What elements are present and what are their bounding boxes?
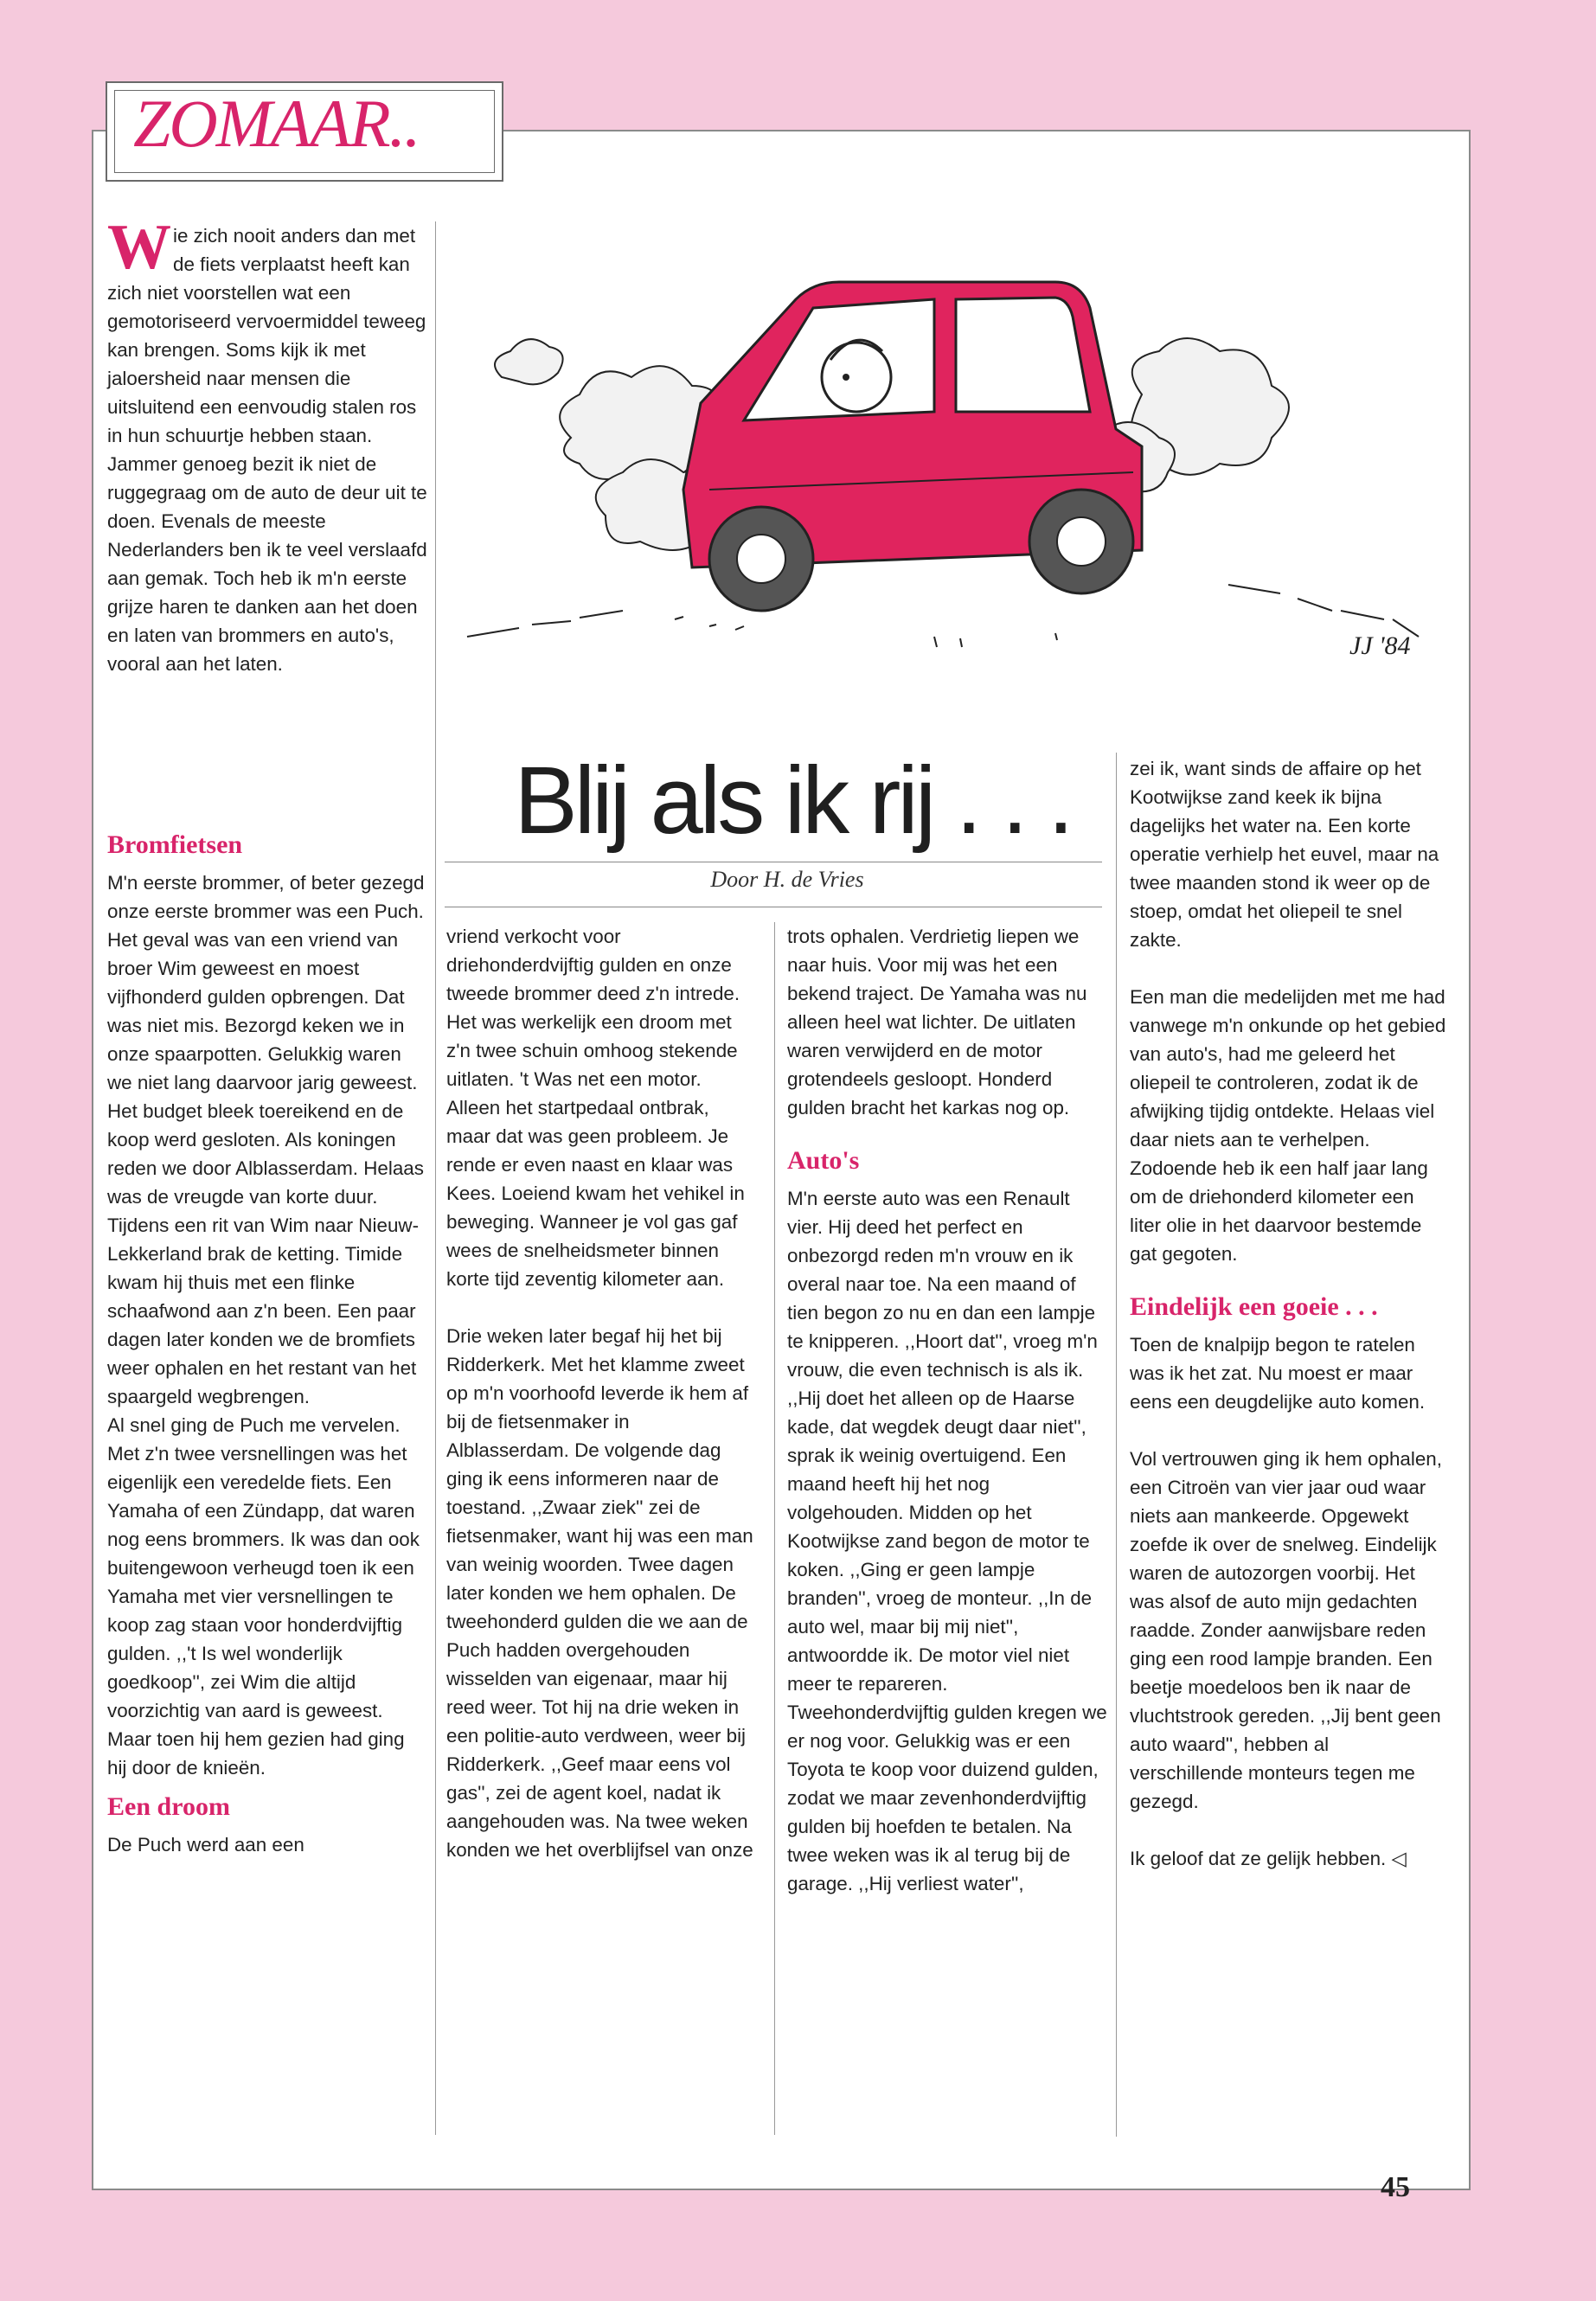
section-heading-autos: Auto's <box>787 1146 860 1175</box>
drop-cap: W <box>107 212 171 283</box>
paragraph: zei ik, want sinds de affaire op het Kootwijkse zand keek ik bijna dagelijks het water na. Een korte operatie verhielp het euvel, maar na twee maanden stond ik weer op de stoep, omdat het oliepeil te snel zakte. <box>1130 758 1439 951</box>
paragraph: M'n eerste auto was een Renault vier. Hij deed het perfect en onbezorgd reden m'n vrouw en ik overal naar toe. Na een maand of tien begon zo nu en dan een lampje te knipperen. ,,Hoort dat'', vroeg m'n vrouw, die even technisch is als ik. ,,Hij doet het alleen op de Haarse kade, dat wegdek deugt daar niet'', sprak ik weinig overtuigend. Een maand heeft hij het nog volgehouden. Midden op het Kootwijkse zand begon de motor te koken. ,,Ging er geen lampje branden'', vroeg de monteur. ,,In de auto wel, maar bij mij niet'', antwoordde ik. De motor viel niet meer te repareren. Tweehonderdvijftig gulden kregen we er nog voor. Gelukkig was er een Toyota te koop voor duizend gulden, zodat we maar zevenhonderdvijftig gulden bij hoefden te betalen. Na twee weken was ik al terug bij de garage. ,,Hij verliest water'', <box>787 1188 1107 1894</box>
article-headline: Blij als ik rij . . . <box>514 747 1071 854</box>
paragraph: M'n eerste brommer, of beter gezegd onze eerste brommer was een Puch. Het geval was van een vriend van broer Wim geweest en moest vijfhonderd gulden opbrengen. Dat was niet mis. Bezorgd keken we in onze spaarpotten. Gelukkig waren we niet lang daarvoor jarig geweest. Het budget bleek toereikend en de koop werd gesloten. Als koningen reden we door Alblasserdam. Helaas was de vreugde van korte duur. Tijdens een rit van Wim naar Nieuw-Lekkerland brak de ketting. Timide kwam hij thuis met een flinke schaafwond aan z'n been. Een paar dagen later konden we de bromfiets weer ophalen en het restant van het spaargeld wegbrengen. <box>107 872 425 1407</box>
column-rule-1 <box>435 221 436 2135</box>
section-heading-bromfietsen: Bromfietsen <box>107 830 243 859</box>
paragraph: trots ophalen. Verdrietig liepen we naar huis. Voor mij was het een bekend traject. De Yamaha was nu alleen heel wat lichter. De uitlaten waren verwijderd en de motor grotendeels gesloopt. Honderd gulden bracht het karkas nog op. <box>787 926 1087 1118</box>
paragraph: Al snel ging de Puch me vervelen. Met z'n twee versnellingen was het eigenlijk een veredelde fiets. Een Yamaha of een Zündapp, dat waren nog eens brommers. Ik was dan ook buitengewoon verheugd toen ik een Yamaha met vier versnellingen te koop zag staan voor honderdvijftig gulden. ,,'t Is wel wonderlijk goedkoop'', zei Wim die altijd voorzichtig van aard is geweest. Maar toen hij hem gezien had ging hij door de knieën. <box>107 1414 420 1779</box>
column-2 <box>446 922 756 1864</box>
section-kicker <box>106 81 503 182</box>
article-byline: Door H. de Vries <box>710 867 864 892</box>
column-rule-3 <box>1116 753 1117 2137</box>
column-rule-2 <box>774 922 775 2135</box>
intro-text: ie zich nooit anders dan met de fiets verplaatst heeft kan zich niet voorstellen wat een gemotoriseerd vervoermiddel teweeg kan brengen. Soms kijk ik met jaloersheid naar mensen die uitsluitend een eenvoudig stalen ros in hun schuurtje hebben staan. Jammer genoeg bezit ik niet de ruggegraag om de auto de deur uit te doen. Evenals de meeste Nederlanders ben ik te veel verslaafd aan gemak. Toch heb ik m'n eerste grijze haren te danken aan het doen en laten van brommers en auto's, vooral aan het laten. <box>107 225 427 675</box>
paragraph: De Puch werd aan een <box>107 1834 304 1856</box>
red-car <box>683 282 1142 611</box>
section-heading-eindelijk: Eindelijk een goeie . . . <box>1130 1292 1378 1321</box>
paragraph: Toen de knalpijp begon te ratelen was ik het zat. Nu moest er maar eens een deugdelijke auto komen. <box>1130 1334 1426 1413</box>
page-number: 45 <box>1381 2171 1410 2203</box>
column-1-body <box>107 820 427 1859</box>
paragraph: Drie weken later begaf hij het bij Ridderkerk. Met het klamme zweet op m'n voorhoofd leverde ik hem af bij de fietsenmaker in Alblasserdam. De volgende dag ging ik eens informeren naar de toestand. ,,Zwaar ziek'' zei de fietsenmaker, want hij was een man van weinig woorden. Twee dagen later konden we hem ophalen. De tweehonderd gulden die we aan de Puch hadden overgehouden wisselden van eigenaar, maar hij reed weer. Tot hij na drie weken in een politie-auto verdween, weer bij Ridderkerk. ,,Geef maar eens vol gas'', zei de agent koel, nadat ik aangehouden was. Na twee weken konden we het overblijfsel van onze <box>446 1325 753 1861</box>
column-1-intro <box>107 212 427 678</box>
paragraph: Vol vertrouwen ging ik hem ophalen, een Citroën van vier jaar oud waar niets aan mankeerde. Opgewekt zoefde ik over de snelweg. Eindelijk waren de autozorgen voorbij. Het was alsof de auto mijn gedachten raadde. Zonder aanwijsbare reden ging een rood lampje branden. Een beetje moedeloos ben ik naar de vluchtstrook gereden. ,,Jij bent geen auto waard'', hebben al verschillende monteurs tegen me gezegd. <box>1130 1448 1442 1812</box>
kicker-text: ZOMAAR.. <box>133 86 420 161</box>
road-lines <box>467 585 1419 647</box>
column-4 <box>1130 754 1446 1873</box>
artist-signature: JJ '84 <box>1349 631 1411 660</box>
paragraph: Ik geloof dat ze gelijk hebben. ◁ <box>1130 1848 1407 1869</box>
paragraph: vriend verkocht voor driehonderdvijftig gulden en onze tweede brommer deed z'n intrede. Het was werkelijk een droom met z'n twee schuin omhoog stekende uitlaten. 't Was net een motor. Alleen het startpedaal ontbrak, maar dat was geen probleem. Je rende er even naast en klaar was Kees. Loeiend kwam het vehikel in beweging. Wanneer je vol gas gaf wees de snelheidsmeter binnen korte tijd zeventig kilometer aan. <box>446 926 745 1290</box>
intro-paragraph <box>107 212 427 678</box>
section-heading-een-droom: Een droom <box>107 1792 230 1821</box>
car-cartoon-illustration <box>450 204 1427 697</box>
paragraph: Een man die medelijden met me had vanwege m'n onkunde op het gebied van auto's, had me geleerd het oliepeil te controleren, zodat ik de afwijking tijdig ontdekte. Helaas viel daar niets aan te verhelpen. Zodoende heb ik een half jaar lang om de driehonderd kilometer een liter olie in het daarvoor bestemde gat gegoten. <box>1130 986 1446 1265</box>
column-3 <box>787 922 1107 1898</box>
